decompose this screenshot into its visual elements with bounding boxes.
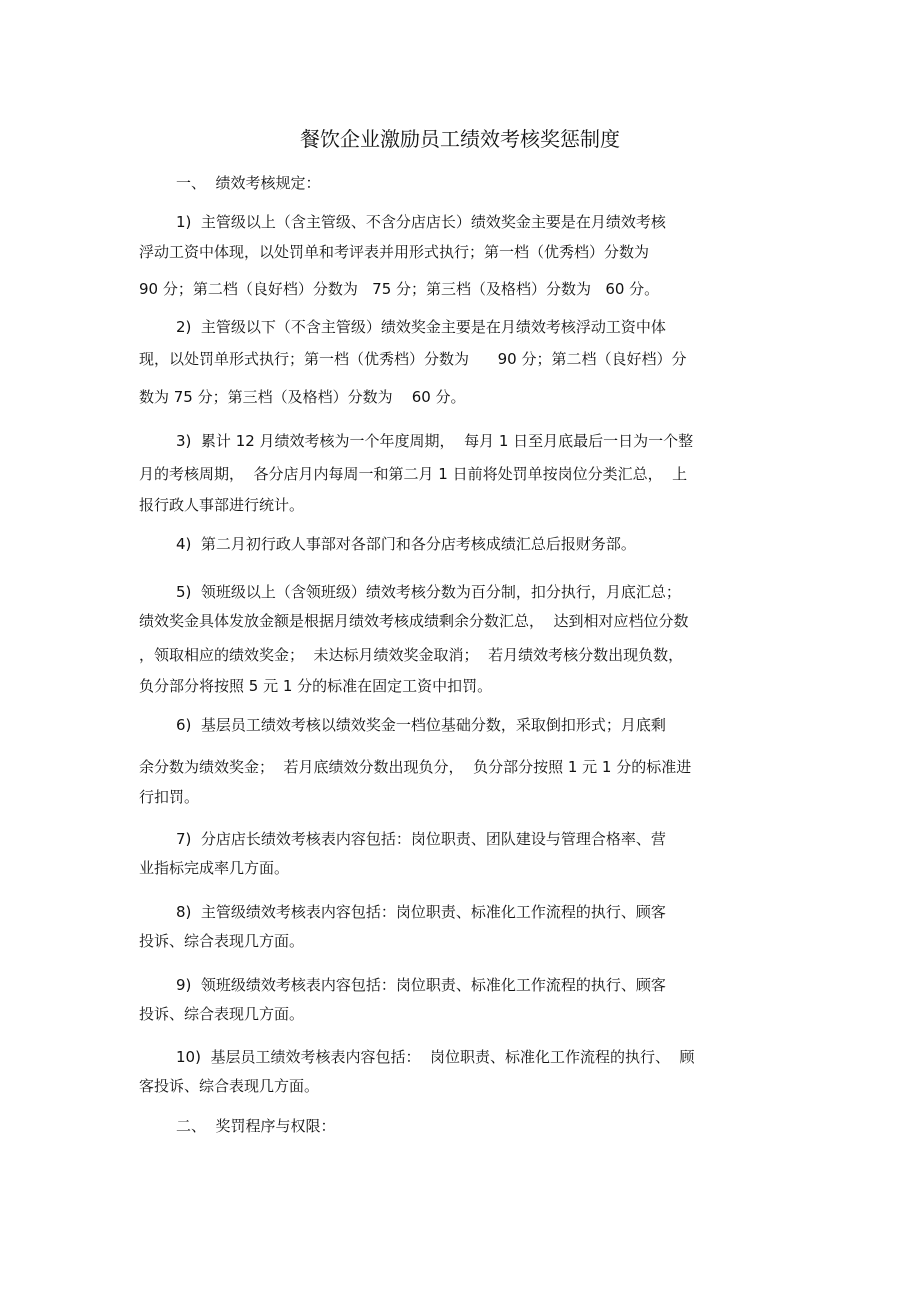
paragraph-line: 客投诉、综合表现几方面。 — [139, 1077, 320, 1095]
paragraph-line: 90 分；第二档（良好档）分数为 75 分；第三档（及格档）分数为 60 分。 — [139, 280, 660, 298]
document-title: 餐饮企业激励员工绩效考核奖惩制度 — [300, 127, 620, 151]
paragraph-line: 2) 主管级以下（不含主管级）绩效奖金主要是在月绩效考核浮动工资中体 — [176, 318, 666, 336]
paragraph-line: 浮动工资中体现，以处罚单和考评表并用形式执行；第一档（优秀档）分数为 — [139, 243, 650, 261]
paragraph-line: 5) 领班级以上（含领班级）绩效考核分数为百分制，扣分执行，月底汇总； — [176, 583, 681, 601]
paragraph-line: 投诉、综合表现几方面。 — [139, 932, 305, 950]
section-heading: 二、 奖罚程序与权限： — [176, 1117, 336, 1135]
paragraph-line: 8) 主管级绩效考核表内容包括：岗位职责、标准化工作流程的执行、顾客 — [176, 903, 666, 921]
paragraph-line: 10) 基层员工绩效考核表内容包括： 岗位职责、标准化工作流程的执行、 顾 — [176, 1048, 695, 1066]
paragraph-line: 绩效奖金具体发放金额是根据月绩效考核成绩剩余分数汇总， 达到相对应档位分数 — [139, 612, 689, 630]
paragraph-line: 投诉、综合表现几方面。 — [139, 1005, 305, 1023]
paragraph-line: 3) 累计 12 月绩效考核为一个年度周期， 每月 1 日至月底最后一日为一个整 — [176, 432, 694, 450]
paragraph-line: 负分部分将按照 5 元 1 分的标准在固定工资中扣罚。 — [139, 677, 493, 695]
paragraph-line: 数为 75 分；第三档（及格档）分数为 60 分。 — [139, 388, 466, 406]
paragraph-line: 报行政人事部进行统计。 — [139, 496, 305, 514]
paragraph-line: 1) 主管级以上（含主管级、不含分店店长）绩效奖金主要是在月绩效考核 — [176, 213, 666, 231]
paragraph-line: 余分数为绩效奖金； 若月底绩效分数出现负分， 负分部分按照 1 元 1 分的标准进 — [139, 758, 692, 776]
paragraph-line: 业指标完成率几方面。 — [139, 859, 290, 877]
paragraph-line: 7) 分店店长绩效考核表内容包括：岗位职责、团队建设与管理合格率、营 — [176, 830, 666, 848]
paragraph-line: ，领取相应的绩效奖金； 未达标月绩效奖金取消； 若月绩效考核分数出现负数， — [139, 646, 684, 664]
paragraph-line: 行扣罚。 — [139, 788, 200, 806]
paragraph-line: 6) 基层员工绩效考核以绩效奖金一档位基础分数，采取倒扣形式；月底剩 — [176, 716, 666, 734]
section-heading: 一、 绩效考核规定： — [176, 174, 321, 192]
paragraph-line: 9) 领班级绩效考核表内容包括：岗位职责、标准化工作流程的执行、顾客 — [176, 976, 666, 994]
paragraph-line: 月的考核周期， 各分店月内每周一和第二月 1 日前将处罚单按岗位分类汇总， 上 — [139, 465, 688, 483]
paragraph-line: 现，以处罚单形式执行；第一档（优秀档）分数为 90 分；第二档（良好档）分 — [139, 350, 687, 368]
paragraph-line: 4) 第二月初行政人事部对各部门和各分店考核成绩汇总后报财务部。 — [176, 535, 636, 553]
